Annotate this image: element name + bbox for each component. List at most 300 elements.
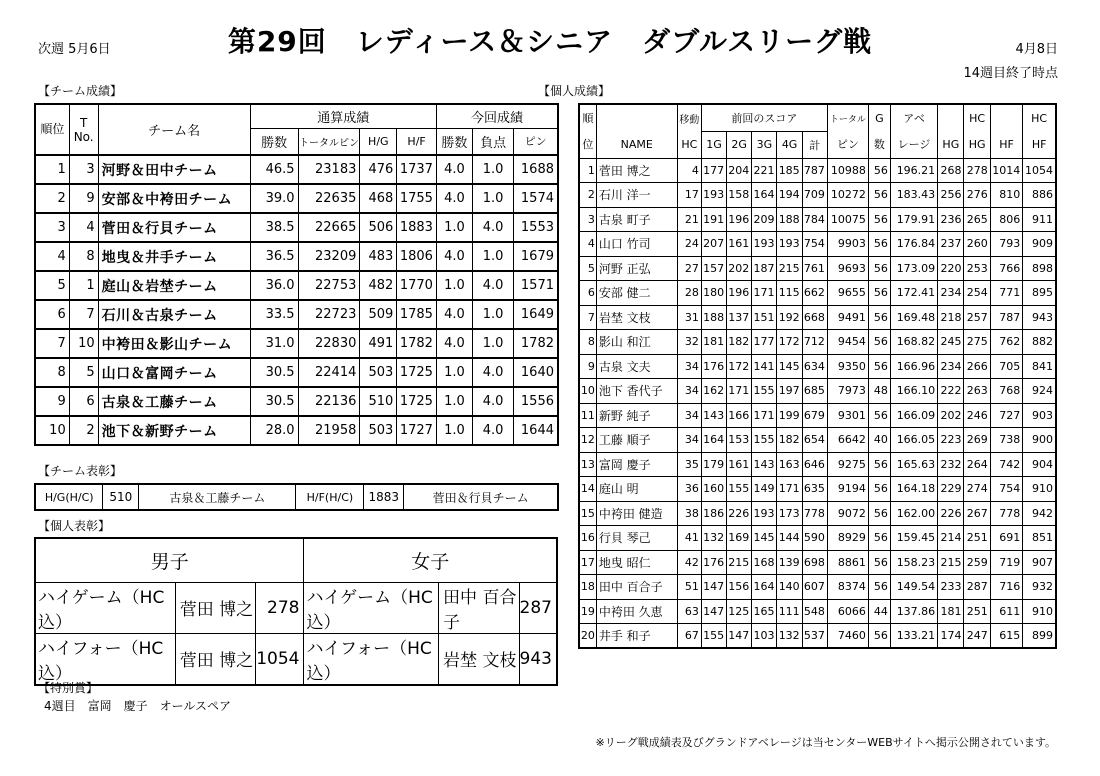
player-sum: 662 [802, 281, 827, 306]
player-hg: 234 [938, 354, 964, 379]
player-total-pins: 7460 [827, 624, 868, 649]
team-current-pins: 1640 [514, 358, 558, 387]
header-current-pins: ピン [514, 128, 558, 155]
player-name: 行貝 琴己 [596, 526, 677, 551]
player-average: 165.63 [890, 452, 937, 477]
player-rank: 3 [579, 207, 596, 232]
player-hf: 738 [990, 428, 1023, 453]
team-row [35, 300, 558, 329]
player-average: 179.91 [890, 207, 937, 232]
team-row [35, 358, 558, 387]
player-hf: 768 [990, 379, 1023, 404]
team-total-pins: 23209 [298, 242, 360, 271]
player-hc-hg: 263 [964, 379, 990, 404]
ind-header-g3: 3G [752, 131, 777, 158]
team-hf: 1727 [397, 416, 437, 445]
player-hc-hf: 886 [1023, 183, 1056, 208]
team-rank: 6 [35, 300, 69, 329]
team-hf: 1782 [397, 329, 437, 358]
team-award-table [34, 483, 559, 511]
player-row [579, 281, 1056, 306]
player-name: 山口 竹司 [596, 232, 677, 257]
player-hf: 727 [990, 403, 1023, 428]
player-row [579, 305, 1056, 330]
team-rank: 4 [35, 242, 69, 271]
player-hc-hf: 910 [1023, 599, 1056, 624]
team-name: 池下＆新野チーム [98, 416, 250, 445]
player-row [579, 232, 1056, 257]
report-date: 4月8日 [1015, 42, 1058, 57]
player-average: 168.82 [890, 330, 937, 355]
player-hf: 705 [990, 354, 1023, 379]
team-name: 中袴田＆影山チーム [98, 329, 250, 358]
header-team-name: チーム名 [98, 104, 250, 155]
player-game3: 193 [752, 232, 777, 257]
player-hg: 256 [938, 183, 964, 208]
player-game1: 155 [701, 624, 726, 649]
header-current-wins: 勝数 [436, 128, 472, 155]
header-rank: 順位 [35, 104, 69, 155]
player-hc-hg: 275 [964, 330, 990, 355]
player-average: 149.54 [890, 575, 937, 600]
player-game1: 147 [701, 575, 726, 600]
team-wins: 33.5 [250, 300, 298, 329]
player-name: 田中 百合子 [596, 575, 677, 600]
player-hc-hf: 895 [1023, 281, 1056, 306]
player-game1: 147 [701, 599, 726, 624]
player-game3: 155 [752, 428, 777, 453]
player-hg: 229 [938, 477, 964, 502]
player-game1: 164 [701, 428, 726, 453]
player-hc: 17 [677, 183, 701, 208]
player-sum: 590 [802, 526, 827, 551]
team-hg: 506 [360, 213, 397, 242]
team-award-hf-team: 菅田＆行貝チーム [404, 484, 558, 510]
player-game4: 215 [777, 256, 802, 281]
team-total-pins: 22635 [298, 184, 360, 213]
player-games: 56 [868, 403, 890, 428]
player-hc: 34 [677, 354, 701, 379]
team-award-hg-label: H/G(H/C) [35, 484, 103, 510]
player-game2: 156 [727, 575, 752, 600]
player-total-pins: 6066 [827, 599, 868, 624]
player-hc-hf: 851 [1023, 526, 1056, 551]
player-rank: 17 [579, 550, 596, 575]
team-current-pins: 1574 [514, 184, 558, 213]
player-game4: 199 [777, 403, 802, 428]
team-number: 4 [69, 213, 98, 242]
player-hf: 810 [990, 183, 1023, 208]
player-hc-hg: 269 [964, 428, 990, 453]
player-games: 44 [868, 599, 890, 624]
player-hc-hg: 251 [964, 599, 990, 624]
ind-header-hchf-top: HC [1023, 104, 1056, 131]
team-row [35, 155, 558, 184]
player-hc: 42 [677, 550, 701, 575]
team-current-losses: 1.0 [472, 300, 513, 329]
team-current-pins: 1553 [514, 213, 558, 242]
player-game4: 194 [777, 183, 802, 208]
female-high-game-label: ハイゲーム（HC込） [304, 582, 439, 633]
ind-header-hchg-top: HC [964, 104, 990, 131]
player-hf: 778 [990, 501, 1023, 526]
player-game3: 151 [752, 305, 777, 330]
player-rank: 9 [579, 354, 596, 379]
player-hc: 51 [677, 575, 701, 600]
player-name: 古泉 町子 [596, 207, 677, 232]
player-total-pins: 8861 [827, 550, 868, 575]
player-total-pins: 9301 [827, 403, 868, 428]
ind-header-ave-top: アベ [890, 104, 937, 131]
team-total-pins: 22830 [298, 329, 360, 358]
player-game3: 165 [752, 599, 777, 624]
player-sum: 654 [802, 428, 827, 453]
player-hc-hg: 278 [964, 158, 990, 183]
player-hf: 611 [990, 599, 1023, 624]
player-games: 56 [868, 158, 890, 183]
player-name: 安部 健二 [596, 281, 677, 306]
player-rank: 19 [579, 599, 596, 624]
player-sum: 634 [802, 354, 827, 379]
player-game3: 164 [752, 575, 777, 600]
player-total-pins: 9693 [827, 256, 868, 281]
player-game3: 103 [752, 624, 777, 649]
team-current-wins: 1.0 [436, 213, 472, 242]
player-game1: 176 [701, 550, 726, 575]
player-game2: 125 [727, 599, 752, 624]
player-games: 56 [868, 354, 890, 379]
player-name: 中袴田 久恵 [596, 599, 677, 624]
male-high-game-name: 菅田 博之 [175, 582, 255, 633]
player-rank: 10 [579, 379, 596, 404]
male-high-game-label: ハイゲーム（HC込） [35, 582, 175, 633]
player-sum: 685 [802, 379, 827, 404]
player-hc-hg: 265 [964, 207, 990, 232]
team-current-losses: 1.0 [472, 184, 513, 213]
player-game4: 188 [777, 207, 802, 232]
player-hc: 35 [677, 452, 701, 477]
male-high-four-label: ハイフォー（HC込） [35, 633, 175, 685]
player-hc: 67 [677, 624, 701, 649]
player-sum: 635 [802, 477, 827, 502]
player-name: 地曳 昭仁 [596, 550, 677, 575]
team-wins: 30.5 [250, 387, 298, 416]
player-hf: 691 [990, 526, 1023, 551]
team-award-hf-value: 1883 [364, 484, 404, 510]
team-rank: 10 [35, 416, 69, 445]
player-average: 166.96 [890, 354, 937, 379]
team-wins: 28.0 [250, 416, 298, 445]
player-hc-hg: 267 [964, 501, 990, 526]
team-total-pins: 22753 [298, 271, 360, 300]
ind-header-move-bottom: HC [677, 131, 701, 158]
team-award-hg-team: 古泉＆工藤チーム [139, 484, 296, 510]
ind-header-games-bottom: 数 [868, 131, 890, 158]
player-total-pins: 7973 [827, 379, 868, 404]
header-current-results: 今回成績 [436, 104, 558, 128]
player-game1: 180 [701, 281, 726, 306]
ind-header-prev-score: 前回のスコア [701, 104, 827, 131]
player-game1: 162 [701, 379, 726, 404]
player-hf: 793 [990, 232, 1023, 257]
player-games: 56 [868, 330, 890, 355]
ind-header-total-top: トータル [827, 104, 868, 131]
team-current-pins: 1644 [514, 416, 558, 445]
player-name: 石川 洋一 [596, 183, 677, 208]
player-game2: 169 [727, 526, 752, 551]
team-current-pins: 1649 [514, 300, 558, 329]
player-game4: 182 [777, 428, 802, 453]
player-row [579, 428, 1056, 453]
team-current-losses: 4.0 [472, 358, 513, 387]
special-prize-label: 【特別賞】 [38, 681, 99, 695]
player-hf: 1014 [990, 158, 1023, 183]
player-total-pins: 9194 [827, 477, 868, 502]
ind-header-hchf-bottom: HF [1023, 131, 1056, 158]
player-name: 河野 正弘 [596, 256, 677, 281]
player-game2: 182 [727, 330, 752, 355]
player-sum: 761 [802, 256, 827, 281]
ind-header-hg-spacer [938, 104, 964, 131]
team-rank: 9 [35, 387, 69, 416]
player-game2: 204 [727, 158, 752, 183]
player-hc-hg: 259 [964, 550, 990, 575]
team-hf: 1770 [397, 271, 437, 300]
player-game1: 176 [701, 354, 726, 379]
player-row [579, 158, 1056, 183]
header-wins: 勝数 [250, 128, 298, 155]
player-hc-hf: 900 [1023, 428, 1056, 453]
player-game1: 186 [701, 501, 726, 526]
player-rank: 18 [579, 575, 596, 600]
player-game2: 172 [727, 354, 752, 379]
player-hg: 218 [938, 305, 964, 330]
player-sum: 712 [802, 330, 827, 355]
player-rank: 4 [579, 232, 596, 257]
ind-header-g2: 2G [727, 131, 752, 158]
player-game3: 149 [752, 477, 777, 502]
player-hc-hf: 942 [1023, 501, 1056, 526]
player-game4: 172 [777, 330, 802, 355]
player-games: 56 [868, 281, 890, 306]
player-game2: 158 [727, 183, 752, 208]
team-current-pins: 1782 [514, 329, 558, 358]
player-total-pins: 9072 [827, 501, 868, 526]
team-hg: 491 [360, 329, 397, 358]
player-total-pins: 10272 [827, 183, 868, 208]
team-number: 7 [69, 300, 98, 329]
player-hc-hf: 932 [1023, 575, 1056, 600]
player-average: 162.00 [890, 501, 937, 526]
team-hf: 1737 [397, 155, 437, 184]
team-current-wins: 4.0 [436, 300, 472, 329]
player-hf: 766 [990, 256, 1023, 281]
player-hc-hf: 907 [1023, 550, 1056, 575]
player-name: 岩埜 文枝 [596, 305, 677, 330]
team-rank: 7 [35, 329, 69, 358]
player-hc: 34 [677, 428, 701, 453]
player-game2: 147 [727, 624, 752, 649]
player-hf: 615 [990, 624, 1023, 649]
player-row [579, 207, 1056, 232]
ind-header-ave-bottom: レージ [890, 131, 937, 158]
team-current-wins: 4.0 [436, 184, 472, 213]
player-game3: 141 [752, 354, 777, 379]
player-row [579, 183, 1056, 208]
ind-header-sum: 計 [802, 131, 827, 158]
player-sum: 537 [802, 624, 827, 649]
player-games: 48 [868, 379, 890, 404]
player-game2: 202 [727, 256, 752, 281]
player-rank: 15 [579, 501, 596, 526]
player-game1: 193 [701, 183, 726, 208]
player-rank: 1 [579, 158, 596, 183]
player-game4: 197 [777, 379, 802, 404]
player-hg: 174 [938, 624, 964, 649]
player-hc: 41 [677, 526, 701, 551]
team-number: 10 [69, 329, 98, 358]
player-sum: 668 [802, 305, 827, 330]
team-name: 菅田＆行貝チーム [98, 213, 250, 242]
player-game4: 193 [777, 232, 802, 257]
player-hc-hf: 904 [1023, 452, 1056, 477]
player-games: 56 [868, 305, 890, 330]
player-hg: 202 [938, 403, 964, 428]
player-game2: 161 [727, 232, 752, 257]
team-current-wins: 4.0 [436, 329, 472, 358]
player-row [579, 403, 1056, 428]
player-game3: 193 [752, 501, 777, 526]
team-row [35, 416, 558, 445]
team-hg: 510 [360, 387, 397, 416]
player-hc: 38 [677, 501, 701, 526]
team-number: 9 [69, 184, 98, 213]
player-name: 古泉 文夫 [596, 354, 677, 379]
player-hc: 4 [677, 158, 701, 183]
player-game3: 171 [752, 281, 777, 306]
team-wins: 36.5 [250, 242, 298, 271]
player-total-pins: 9350 [827, 354, 868, 379]
player-name: 菅田 博之 [596, 158, 677, 183]
player-hc: 32 [677, 330, 701, 355]
player-game4: 115 [777, 281, 802, 306]
player-game3: 145 [752, 526, 777, 551]
individual-award-table [34, 537, 558, 686]
team-current-wins: 1.0 [436, 416, 472, 445]
player-name: 池下 香代子 [596, 379, 677, 404]
player-average: 176.84 [890, 232, 937, 257]
player-hc-hf: 903 [1023, 403, 1056, 428]
player-hg: 181 [938, 599, 964, 624]
player-row [579, 477, 1056, 502]
individual-results-table [578, 103, 1057, 649]
player-row [579, 599, 1056, 624]
player-hc-hg: 251 [964, 526, 990, 551]
header-total-pins: トータルピン [298, 128, 360, 155]
player-row [579, 256, 1056, 281]
player-hg: 236 [938, 207, 964, 232]
player-average: 169.48 [890, 305, 937, 330]
player-games: 56 [868, 624, 890, 649]
header-hg: H/G [360, 128, 397, 155]
player-average: 158.23 [890, 550, 937, 575]
player-sum: 698 [802, 550, 827, 575]
team-rank: 5 [35, 271, 69, 300]
player-average: 166.10 [890, 379, 937, 404]
player-total-pins: 8929 [827, 526, 868, 551]
player-average: 166.09 [890, 403, 937, 428]
player-row [579, 575, 1056, 600]
player-hc: 24 [677, 232, 701, 257]
player-average: 166.05 [890, 428, 937, 453]
player-game3: 171 [752, 403, 777, 428]
player-hc-hf: 909 [1023, 232, 1056, 257]
player-game4: 144 [777, 526, 802, 551]
team-number: 3 [69, 155, 98, 184]
player-hc-hg: 260 [964, 232, 990, 257]
player-games: 56 [868, 207, 890, 232]
team-number: 1 [69, 271, 98, 300]
team-current-wins: 4.0 [436, 155, 472, 184]
player-game2: 196 [727, 281, 752, 306]
player-total-pins: 9491 [827, 305, 868, 330]
team-current-losses: 1.0 [472, 242, 513, 271]
player-game2: 161 [727, 452, 752, 477]
ind-header-rank-top: 順 [579, 104, 596, 131]
team-name: 山口＆富岡チーム [98, 358, 250, 387]
player-hf: 762 [990, 330, 1023, 355]
header-hf: H/F [397, 128, 437, 155]
player-total-pins: 9454 [827, 330, 868, 355]
report-status: 14週目終了時点 [963, 66, 1058, 81]
team-wins: 30.5 [250, 358, 298, 387]
player-total-pins: 10075 [827, 207, 868, 232]
player-average: 133.21 [890, 624, 937, 649]
player-hc-hf: 910 [1023, 477, 1056, 502]
header-current-losses: 負点 [472, 128, 513, 155]
player-rank: 12 [579, 428, 596, 453]
player-game2: 155 [727, 477, 752, 502]
player-hf: 716 [990, 575, 1023, 600]
team-current-losses: 1.0 [472, 155, 513, 184]
team-current-losses: 4.0 [472, 213, 513, 242]
player-games: 56 [868, 183, 890, 208]
female-high-game-score: 287 [519, 582, 557, 633]
player-average: 137.86 [890, 599, 937, 624]
team-hg: 509 [360, 300, 397, 329]
player-name: 庭山 明 [596, 477, 677, 502]
player-hf: 806 [990, 207, 1023, 232]
team-current-losses: 4.0 [472, 387, 513, 416]
player-hc-hf: 911 [1023, 207, 1056, 232]
player-name: 新野 純子 [596, 403, 677, 428]
player-row [579, 379, 1056, 404]
team-name: 石川＆古泉チーム [98, 300, 250, 329]
team-hg: 503 [360, 358, 397, 387]
ind-header-games-top: G [868, 104, 890, 131]
team-awards-label: 【チーム表彰】 [38, 464, 123, 478]
player-games: 56 [868, 550, 890, 575]
player-hc-hg: 276 [964, 183, 990, 208]
team-row [35, 213, 558, 242]
team-wins: 38.5 [250, 213, 298, 242]
player-hc: 27 [677, 256, 701, 281]
player-total-pins: 9903 [827, 232, 868, 257]
player-sum: 778 [802, 501, 827, 526]
male-high-four-score: 1054 [256, 633, 304, 685]
team-current-pins: 1679 [514, 242, 558, 271]
player-game1: 160 [701, 477, 726, 502]
